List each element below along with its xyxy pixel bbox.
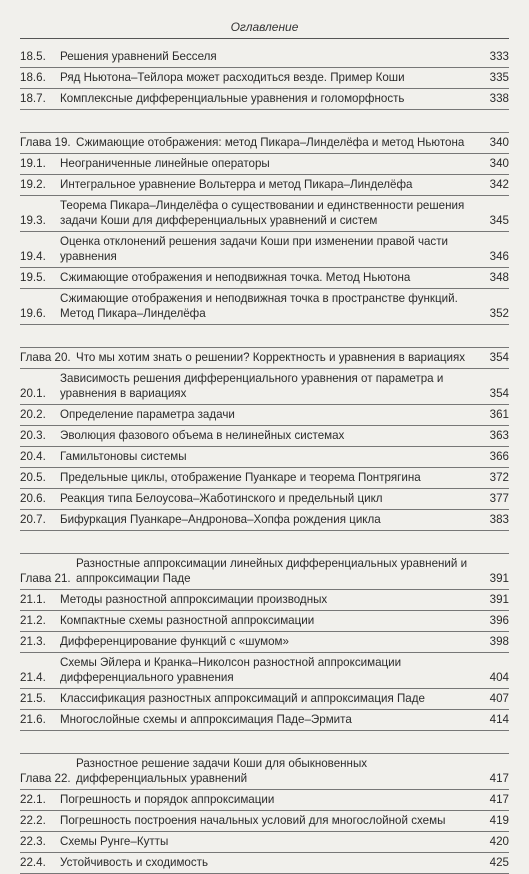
section-title: Неограниченные линейные операторы (60, 157, 270, 170)
section-title: Схемы Эйлера и Кранка–Николсон разностной аппроксимации дифференциального уравнения (60, 656, 402, 684)
section-number: 20.2. (20, 408, 46, 421)
section-page-number: 354 (489, 387, 509, 400)
section-page-number: 425 (489, 856, 509, 869)
section-number: 20.5. (20, 471, 46, 484)
section-page-number: 335 (489, 71, 509, 84)
table-of-contents (20, 47, 509, 874)
toc-entry (20, 175, 509, 196)
section-page-number: 419 (489, 814, 509, 827)
section-page-number: 417 (489, 793, 509, 806)
section-page-number: 391 (489, 593, 509, 606)
section-block (20, 47, 509, 110)
chapter-title: Сжимающие отображения: метод Пикара–Линделёфа и метод Ньютона (76, 136, 465, 149)
section-page-number: 396 (489, 614, 509, 627)
section-title: Теорема Пикара–Линделёфа о существовании и единственности решения задачи Коши для дифференциальных уравнений и систем (60, 199, 465, 227)
toc-entry (20, 811, 509, 832)
toc-entry (20, 710, 509, 731)
section-number: 20.6. (20, 492, 46, 505)
section-page-number: 345 (489, 214, 509, 227)
section-title: Гамильтоновы системы (60, 450, 187, 463)
toc-entry (20, 154, 509, 175)
section-page-number: 340 (489, 157, 509, 170)
section-title: Сжимающие отображения и неподвижная точка в пространстве функций. Метод Пикара–Линделёфа (60, 292, 458, 320)
section-title: Методы разностной аппроксимации производных (60, 593, 328, 606)
toc-entry (20, 468, 509, 489)
toc-entry (20, 790, 509, 811)
section-number: 18.6. (20, 71, 46, 84)
toc-entry (20, 447, 509, 468)
chapter-number: Глава 20. (20, 351, 71, 364)
section-title: Классификация разностных аппроксимаций и аппроксимация Паде (60, 692, 425, 705)
chapter-page-number: 417 (489, 772, 509, 785)
section-title: Комплексные дифференциальные уравнения и голоморфность (60, 92, 405, 105)
section-title: Устойчивость и сходимость (60, 856, 209, 869)
section-page-number: 363 (489, 429, 509, 442)
section-number: 19.6. (20, 307, 46, 320)
section-number: 21.4. (20, 671, 46, 684)
section-title: Интегральное уравнение Вольтерра и метод Пикара–Линделёфа (60, 178, 413, 191)
section-number: 21.3. (20, 635, 46, 648)
section-number: 22.4. (20, 856, 46, 869)
chapter-number: Глава 21. (20, 572, 71, 585)
section-title: Компактные схемы разностной аппроксимации (60, 614, 315, 627)
chapter-block (20, 553, 509, 731)
section-title: Бифуркация Пуанкаре–Андронова–Хопфа рождения цикла (60, 513, 381, 526)
header-rule (20, 38, 509, 39)
section-number: 19.4. (20, 250, 46, 263)
section-page-number: 407 (489, 692, 509, 705)
toc-entry (20, 405, 509, 426)
section-title: Оценка отклонений решения задачи Коши при изменении правой части уравнения (60, 235, 449, 263)
section-page-number: 361 (489, 408, 509, 421)
section-number: 18.7. (20, 92, 46, 105)
chapter-heading (20, 133, 509, 154)
toc-entry (20, 832, 509, 853)
chapter-block (20, 347, 509, 531)
section-page-number: 372 (489, 471, 509, 484)
chapter-title: Разностные аппроксимации линейных дифференциальных уравнений и аппроксимации Паде (76, 557, 468, 585)
section-page-number: 348 (489, 271, 509, 284)
section-number: 22.2. (20, 814, 46, 827)
section-title: Схемы Рунге–Кутты (60, 835, 169, 848)
section-number: 20.3. (20, 429, 46, 442)
section-page-number: 377 (489, 492, 509, 505)
section-number: 21.6. (20, 713, 46, 726)
section-page-number: 338 (489, 92, 509, 105)
section-page-number: 366 (489, 450, 509, 463)
toc-entry (20, 232, 509, 268)
section-page-number: 346 (489, 250, 509, 263)
section-title: Предельные циклы, отображение Пуанкаре и теорема Понтрягина (60, 471, 421, 484)
section-number: 19.3. (20, 214, 46, 227)
chapter-block (20, 753, 509, 874)
section-number: 21.5. (20, 692, 46, 705)
toc-entry (20, 268, 509, 289)
chapter-page-number: 340 (489, 136, 509, 149)
section-title: Реакция типа Белоусова–Жаботинского и предельный цикл (60, 492, 383, 505)
section-title: Эволюция фазового объема в нелинейных системах (60, 429, 345, 442)
section-page-number: 420 (489, 835, 509, 848)
section-number: 19.1. (20, 157, 46, 170)
section-title: Многослойные схемы и аппроксимация Паде–Эрмита (60, 713, 352, 726)
running-head: Оглавление (230, 20, 299, 34)
section-title: Определение параметра задачи (60, 408, 235, 421)
toc-entry (20, 611, 509, 632)
section-number: 21.2. (20, 614, 46, 627)
section-page-number: 404 (489, 671, 509, 684)
section-page-number: 352 (489, 307, 509, 320)
section-number: 21.1. (20, 593, 46, 606)
section-title: Решения уравнений Бесселя (60, 50, 217, 63)
section-page-number: 398 (489, 635, 509, 648)
toc-entry (20, 369, 509, 405)
toc-entry (20, 47, 509, 68)
section-page-number: 333 (489, 50, 509, 63)
section-number: 18.5. (20, 50, 46, 63)
toc-entry (20, 89, 509, 110)
chapter-number: Глава 22. (20, 772, 71, 785)
chapter-heading (20, 754, 509, 790)
chapter-title: Что мы хотим знать о решении? Корректность и уравнения в вариациях (76, 351, 466, 364)
toc-entry (20, 68, 509, 89)
toc-entry (20, 289, 509, 325)
toc-entry (20, 489, 509, 510)
section-number: 22.3. (20, 835, 46, 848)
toc-entry (20, 590, 509, 611)
chapter-heading (20, 348, 509, 369)
toc-entry (20, 689, 509, 710)
chapter-block (20, 132, 509, 325)
section-number: 20.1. (20, 387, 46, 400)
toc-entry (20, 653, 509, 689)
toc-entry (20, 426, 509, 447)
chapter-heading (20, 554, 509, 590)
toc-entry (20, 632, 509, 653)
chapter-number: Глава 19. (20, 136, 71, 149)
section-page-number: 414 (489, 713, 509, 726)
section-number: 20.7. (20, 513, 46, 526)
section-number: 19.2. (20, 178, 46, 191)
section-number: 19.5. (20, 271, 46, 284)
toc-entry (20, 853, 509, 874)
chapter-page-number: 354 (489, 351, 509, 364)
toc-entry (20, 196, 509, 232)
section-title: Зависимость решения дифференциального уравнения от параметра и уравнения в вариациях (60, 372, 444, 400)
section-page-number: 383 (489, 513, 509, 526)
chapter-title: Разностное решение задачи Коши для обыкновенных дифференциальных уравнений (76, 757, 368, 785)
toc-entry (20, 510, 509, 531)
chapter-page-number: 391 (489, 572, 509, 585)
section-page-number: 342 (489, 178, 509, 191)
section-title: Погрешность и порядок аппроксимации (60, 793, 275, 806)
section-number: 22.1. (20, 793, 46, 806)
section-title: Погрешность построения начальных условий для многослойной схемы (60, 814, 446, 827)
section-title: Сжимающие отображения и неподвижная точка. Метод Ньютона (60, 271, 411, 284)
section-title: Дифференцирование функций с «шумом» (60, 635, 289, 648)
section-number: 20.4. (20, 450, 46, 463)
section-title: Ряд Ньютона–Тейлора может расходиться везде. Пример Коши (60, 71, 405, 84)
